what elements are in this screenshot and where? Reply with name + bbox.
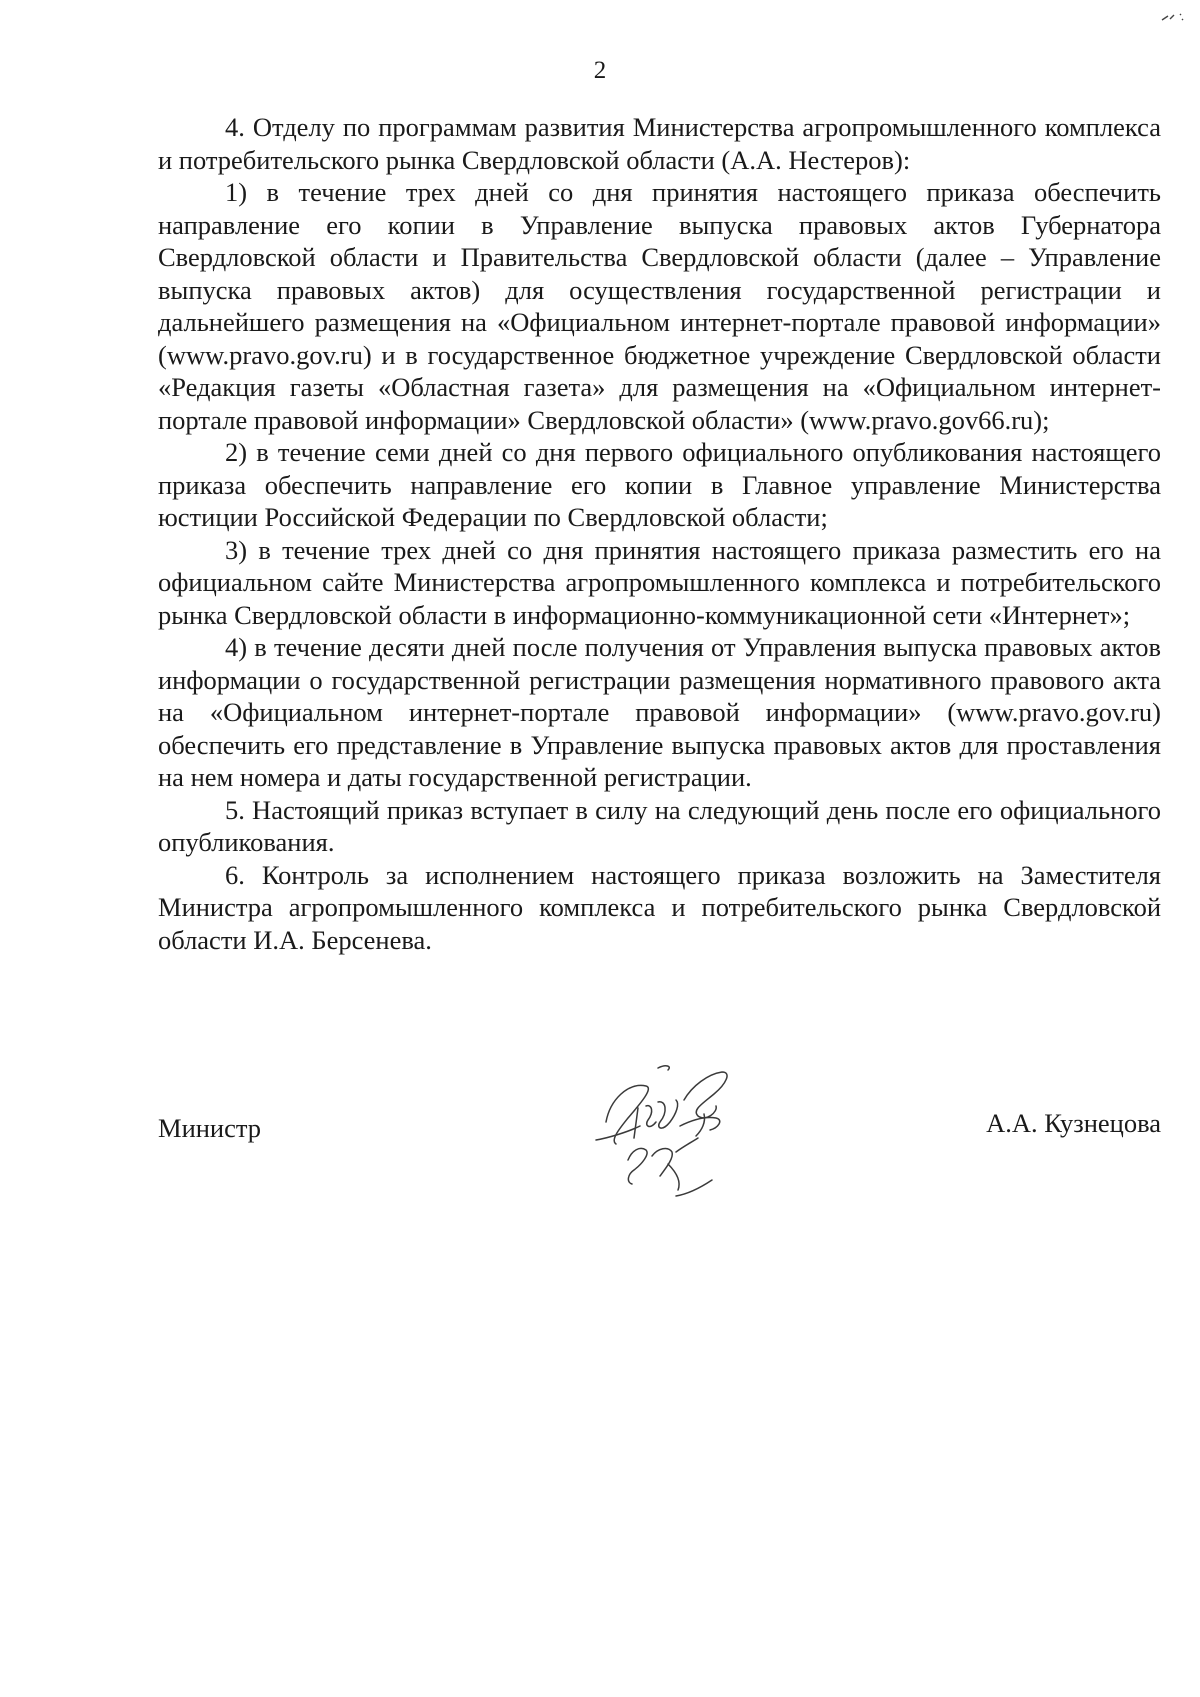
paragraph-item-5: 5. Настоящий приказ вступает в силу на следующий день после его официального опубликования.: [158, 794, 1161, 857]
signer-title: Министр: [158, 1113, 262, 1143]
signature-block: [158, 1060, 1161, 1220]
page-number: 2: [593, 57, 607, 84]
paragraph-subitem-3: 3) в течение трех дней со дня принятия настоящего приказа разместить его на официальном сайте Министерства агропромышленного комплекса и потребительского рынка Свердловской области в информационно-коммуникационной сети «Интернет»;: [158, 534, 1161, 630]
paragraph-subitem-1: 1) в течение трех дней со дня принятия настоящего приказа обеспечить направление его копии в Управление выпуска правовых актов Губернатора Свердловской области и Правительства Свердловской области (далее – Управление выпуска правовых актов) для осуществления государственной регистрации и дальнейшего размещения на «Официальном интернет-портале правовой информации» (www.pravo.gov.ru) и в государственное бюджетное учреждение Свердловской области «Редакция газеты «Областная газета» для размещения на «Официальном интернет-портале правовой информации» Свердловской области» (www.pravo.gov66.ru);: [158, 177, 1161, 435]
signer-name: А.А. Кузнецова: [986, 1108, 1161, 1138]
paragraph-subitem-2: 2) в течение семи дней со дня первого официального опубликования настоящего приказа обеспечить направление его копии в Главное управление Министерства юстиции Российской Федерации по Свердловской области;: [158, 437, 1161, 532]
scan-mark-icon: [1160, 10, 1188, 24]
handwritten-signature-icon: [588, 1060, 758, 1210]
document-body: [158, 111, 1161, 956]
paragraph-item-4: 4. Отделу по программам развития Министерства агропромышленного комплекса и потребительского рынка Свердловской области (А.А. Нестеров):: [158, 112, 1161, 175]
paragraph-subitem-4: 4) в течение десяти дней после получения от Управления выпуска правовых актов информации о государственной регистрации размещения нормативного правового акта на «Официальном интернет-портале правовой информации» (www.pravo.gov.ru) обеспечить его представление в Управление выпуска правовых актов для проставления на нем номера и даты государственной регистрации.: [158, 632, 1161, 792]
paragraph-item-6: 6. Контроль за исполнением настоящего приказа возложить на Заместителя Министра агропромышленного комплекса и потребительского рынка Свердловской области И.А. Берсенева.: [158, 859, 1161, 955]
